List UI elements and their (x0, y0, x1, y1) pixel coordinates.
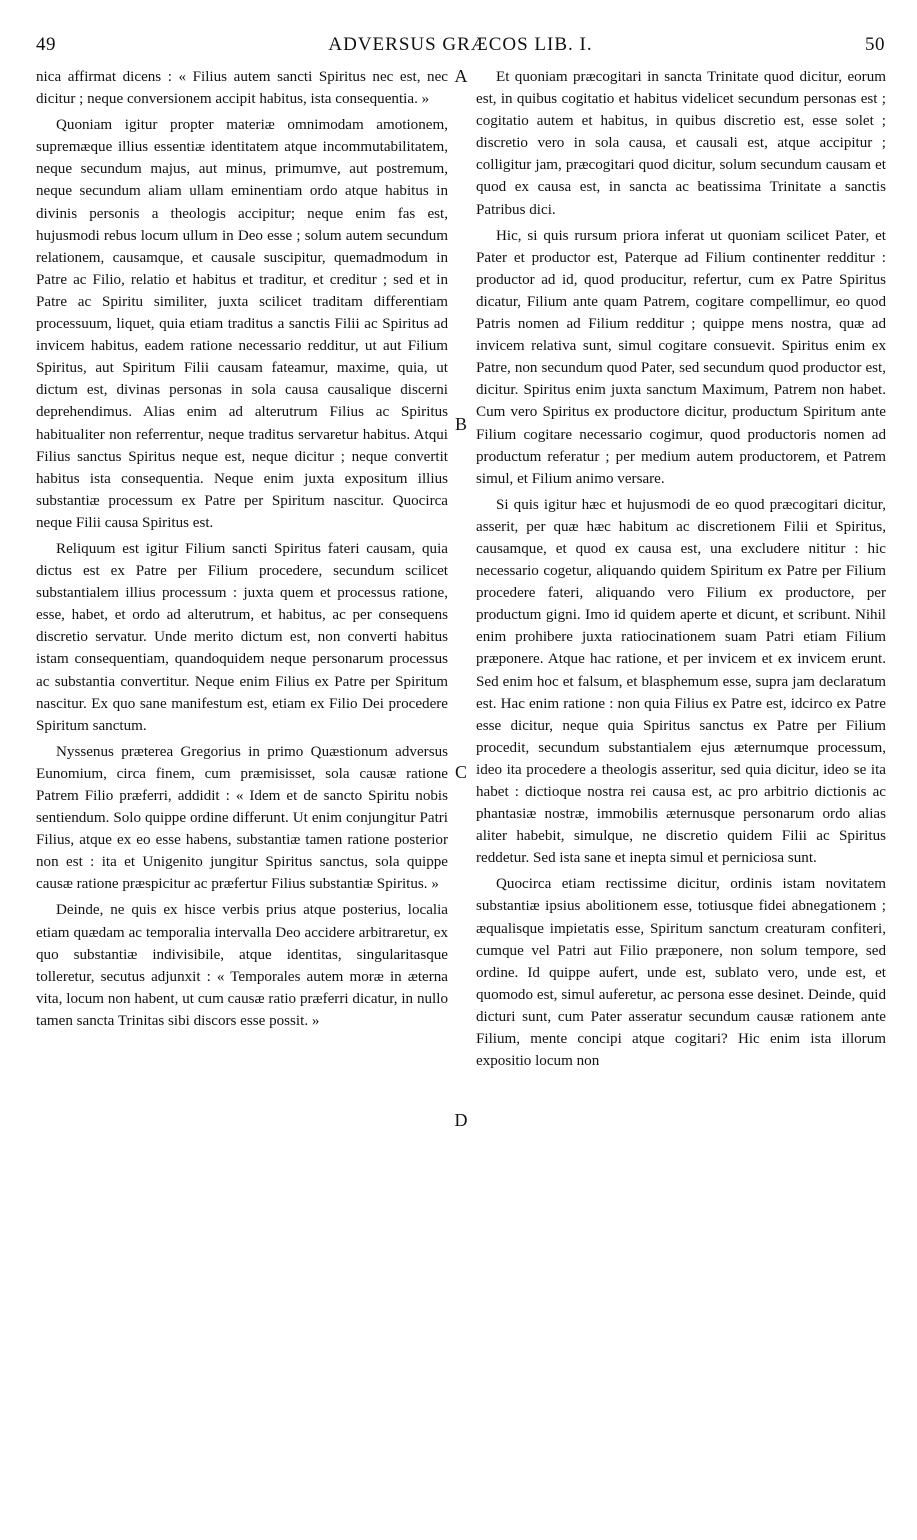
margin-letter-a: A (454, 66, 468, 86)
margin-letter-b: B (454, 414, 467, 434)
paragraph: Nyssenus præterea Gregorius in primo Quæstionum adversus Eunomium, circa finem, cum præmisisset, sola causæ ratione Patrem Filio præferri, addidit : « Idem et de sancto Spiritu nobis sentiendum. Solo quippe ordine differunt. Ut enim conjungitur Patri Filius, atque ex eo esse habens, substantiæ tamen ratione posterior non est : ita et Unigenito jungitur Spiritus sanctus, sola quippe causæ ratione præspicitur ac præfertur Filius substantiæ Spiritus. » (36, 743, 448, 893)
margin-letter-d: D (454, 1110, 468, 1130)
right-column (476, 66, 886, 1536)
left-column (36, 66, 448, 1536)
paragraph: Si quis igitur hæc et hujusmodi de eo quod præcogitari dicitur, asserit, per quæ hæc habitum ac discretionem Filii et Spiritus, causamque, et quod ex causa est, una excludere nititur : hic necessario cogetur, aliquando quidem Spiritum ex Patre per Filium procedere fateri, aliquando vero Filium ex productore, per productum gigni. Imo id quidem aperte et dicunt, et scribunt. Nihil enim prohibere juxta ratiocinationem suam Patri etiam Filium præponere. Atque hac ratione, et per invicem et ex invicem erunt. Sed enim hoc et falsum, et blasphemum esse, supra jam declaratum est. Hac enim ratione : non quia Filius ex Patre est, idcirco ex Patre esse dicitur, neque quia Spiritus sanctus ex Patre per Filium procedit, secundum substantialem ejus æternumque processum, ideo ita procedere a theologis asseritur, sed quia dicitur, ideo se ita habet : dictioque nostra rei causa est, ac pro arbitrio dictionis ac phantasiæ nostræ, immobilis æternusque personarum ordo alias aliter habebit, simulque, ne discretio quidem Filii ac Spiritus reddetur. Sed ista sane et inepta simul et perniciosa sunt. (476, 496, 886, 867)
paragraph: Quocirca etiam rectissime dicitur, ordinis istam novitatem substantiæ ipsius abolitionem esse, totiusque fidei abnegationem ; æqualisque impietatis esse, Spiritum sanctum creaturam confiteri, cumque vel Patri aut Filio præponere, non solum tempore, sed ordine. Id quippe aufert, unde est, sublato vero, unde est, et quomodo est, simul auferetur, ac persona esse desinet. Deinde, quid dicturi sunt, cum Pater asseratur secundum causæ rationem ante Filium, mente concipi atque cogitari? Hic enim ista illorum expositio locum non (476, 876, 886, 1070)
paragraph: Deinde, ne quis ex hisce verbis prius atque posterius, localia etiam quædam ac temporalia intervalla Deo accidere arbitraretur, ex quo substantiæ indivisibile, atque identitas, singularitasque tolleretur, secutus adjunxit : « Temporales autem moræ in æterna vita, locum non habent, ut cum causæ ratio præferri dicatur, in nullo tamen sancta Trinitas sibi discors esse possit. » (36, 902, 448, 1029)
running-header (36, 34, 885, 58)
paragraph: Et quoniam præcogitari in sancta Trinitate quod dicitur, eorum est, in quibus cogitatio et habitus videlicet secundum personas est ; cogitatio autem et habitus, in quibus discretio est, esse solet ; discretio vero in sola causa, et causali est, atque accipitur ; colligitur jam, præcogitari quod dicitur, solum secundum causam et quod ex causa est, in sancta ac beatissima Trinitate a sanctis Patribus dici. (476, 69, 886, 218)
page-number-right: 50 (865, 34, 885, 55)
page-number-left: 49 (36, 34, 56, 55)
paragraph: Hic, si quis rursum priora inferat ut quoniam scilicet Pater, et Pater et productor est, Paterque ad Filium continenter redditur : productor ad id, quod producitur, refertur, cum ex Patre Spiritus dicatur, Filium ante quam Patrem, cogitare compellimur, eo quod Patris nomen ad Filium redditur ; quippe mens nostra, quæ ad invicem relativa sunt, simul cogitare consuevit. Spiritus enim ex Patre, non secundum quod Pater, sed secundum quod productor est, dicitur. Spiritus enim juxta sanctum Maximum, Patrem non habet. Cum vero Spiritus ex productore dicitur, productum Spiritum ante Filium cogitare necessario cogimur, quod productoris nomen ad productum referatur ; per medium autem productorem, et Patrem simul, et Filium animo versare. (476, 227, 886, 487)
paragraph: Quoniam igitur propter materiæ omnimodam amotionem, supremæque illius essentiæ identitatem atque incommutabilitatem, neque secundum majus, aut minus, primumve, aut postremum, neque secundum aliam ullam eminentiam ordo atque habitus in divinis personis a theologis accipitur; neque enim fas est, hujusmodi rebus locum ullum in Deo esse ; solum autem secundum relationem, causamque, et causale suscipitur, quemadmodum in Patre ac Filio, relatio et habitus et traditur, et creditur ; sed et in Patre ac Spiritu similiter, juxta scilicet traditam differentiam processuum, liquet, quia etiam traditus a sanctis Filii ac Spiritus ad invicem habitus, eadem ratione necessario redditur, ut aut Filium Spiritus, aut Spiritum Filii causam fateamur, maxime, quia, ut dictum est, divinas personas in sola causa causalique discerni deprehendimus. Alias enim ad alterutrum Filius ac Spiritus habitualiter non referrentur, neque traditus servaretur habitus. Atqui Filius sanctus Spiritus neque est, neque dicitur ; neque convertit habitus ista consequentia. Neque enim juxta expositum illius substantiæ processum ex Patre per Spiritum nascitur. Quocirca neque Filii causa Spiritus est. (36, 117, 448, 531)
margin-letter-c: C (454, 762, 467, 782)
paragraph: Reliquum est igitur Filium sancti Spiritus fateri causam, quia dictus est ex Patre per Filium procedere, secundum scilicet substantialem illius processum : juxta quem et processus ratione, esse, habet, et ordo ad alterutrum, et habitus, ac per consequens discretio servatur. Unde merito dictum est, non converti habitus istam consequentiam, quandoquidem neque personarum processus ac substantia convertitur. Neque enim Filius ex Patre per Spiritum nascitur. Ex quo sane manifestum est, etiam ex Filio Dei procedere Spiritum sanctum. (36, 540, 448, 734)
paragraph: nica affirmat dicens : « Filius autem sancti Spiritus nec est, nec dicitur ; neque conversionem accipit habitus, ista consequentia. » (36, 69, 448, 108)
running-title: ADVERSUS GRÆCOS LIB. I. (328, 34, 593, 55)
